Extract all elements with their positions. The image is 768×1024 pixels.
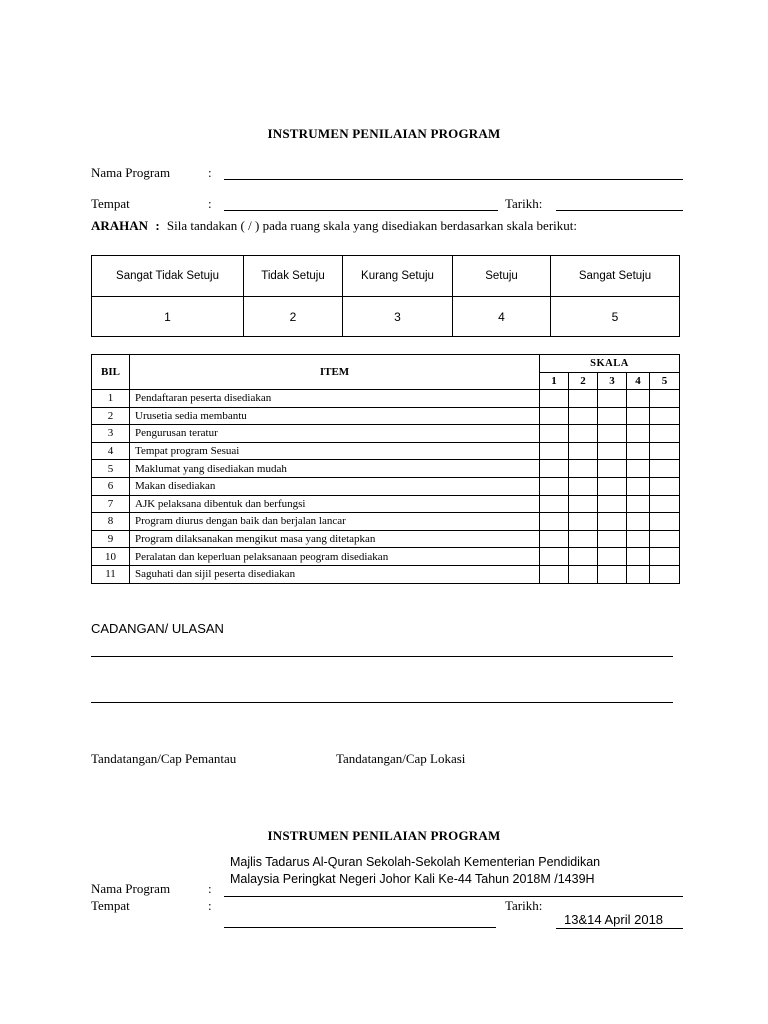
skala-checkbox-cell[interactable]	[540, 530, 569, 548]
item-text: Program diurus dengan baik dan berjalan lancar	[130, 513, 540, 531]
tarikh-field[interactable]	[556, 210, 683, 211]
skala-checkbox-cell[interactable]	[540, 548, 569, 566]
skala-checkbox-cell[interactable]	[650, 530, 680, 548]
skala-checkbox-cell[interactable]	[569, 425, 598, 443]
nama-program-colon: :	[208, 165, 212, 180]
scale-header: Tidak Setuju	[244, 256, 343, 297]
item-text: Program dilaksanakan mengikut masa yang ditetapkan	[130, 530, 540, 548]
skala-checkbox-cell[interactable]	[598, 390, 627, 408]
skala-checkbox-cell[interactable]	[540, 425, 569, 443]
skala-checkbox-cell[interactable]	[627, 390, 650, 408]
skala-col-header: 3	[598, 372, 627, 390]
arahan-colon: :	[155, 218, 160, 233]
program-name-line-1: Majlis Tadarus Al-Quran Sekolah-Sekolah Kementerian Pendidikan	[230, 855, 601, 869]
form2-nama-program-label: Nama Program	[91, 881, 171, 896]
item-bil: 1	[92, 390, 130, 408]
skala-col-header: 4	[627, 372, 650, 390]
skala-checkbox-cell[interactable]	[598, 477, 627, 495]
form2-tempat-label: Tempat	[91, 898, 130, 913]
scale-header: Kurang Setuju	[343, 256, 453, 297]
item-row	[92, 460, 680, 478]
skala-checkbox-cell[interactable]	[650, 513, 680, 531]
skala-checkbox-cell[interactable]	[540, 495, 569, 513]
item-bil: 6	[92, 477, 130, 495]
skala-checkbox-cell[interactable]	[569, 460, 598, 478]
skala-checkbox-cell[interactable]	[569, 390, 598, 408]
scale-legend-table	[91, 255, 680, 337]
item-bil: 3	[92, 425, 130, 443]
item-text: Saguhati dan sijil peserta disediakan	[130, 565, 540, 583]
comment-line-2[interactable]	[91, 702, 673, 703]
program-name-line-2: Malaysia Peringkat Negeri Johor Kali Ke-44 Tahun 2018M /1439H	[230, 872, 595, 886]
skala-checkbox-cell[interactable]	[598, 530, 627, 548]
skala-checkbox-cell[interactable]	[627, 477, 650, 495]
arahan-label: ARAHAN	[91, 218, 149, 233]
skala-checkbox-cell[interactable]	[650, 565, 680, 583]
skala-checkbox-cell[interactable]	[569, 548, 598, 566]
skala-checkbox-cell[interactable]	[569, 495, 598, 513]
item-bil: 4	[92, 442, 130, 460]
tempat-field[interactable]	[224, 210, 498, 211]
skala-checkbox-cell[interactable]	[627, 530, 650, 548]
tempat-label: Tempat	[91, 196, 130, 211]
skala-checkbox-cell[interactable]	[627, 495, 650, 513]
skala-checkbox-cell[interactable]	[569, 442, 598, 460]
scale-header: Sangat Tidak Setuju	[92, 256, 244, 297]
scale-value: 3	[343, 297, 453, 337]
skala-checkbox-cell[interactable]	[627, 513, 650, 531]
cadangan-ulasan-label: CADANGAN/ ULASAN	[91, 621, 224, 636]
skala-checkbox-cell[interactable]	[627, 565, 650, 583]
item-text: Peralatan dan keperluan pelaksanaan peogram disediakan	[130, 548, 540, 566]
form2-tarikh-field[interactable]	[556, 928, 683, 929]
skala-checkbox-cell[interactable]	[650, 407, 680, 425]
item-bil: 2	[92, 407, 130, 425]
skala-checkbox-cell[interactable]	[650, 495, 680, 513]
skala-checkbox-cell[interactable]	[540, 460, 569, 478]
item-row	[92, 495, 680, 513]
skala-checkbox-cell[interactable]	[650, 442, 680, 460]
item-bil: 7	[92, 495, 130, 513]
scale-header: Sangat Setuju	[551, 256, 680, 297]
program-name-value	[230, 854, 600, 888]
item-row	[92, 513, 680, 531]
skala-checkbox-cell[interactable]	[627, 442, 650, 460]
skala-checkbox-cell[interactable]	[598, 565, 627, 583]
item-row	[92, 425, 680, 443]
item-bil: 8	[92, 513, 130, 531]
item-text: AJK pelaksana dibentuk dan berfungsi	[130, 495, 540, 513]
arahan-instruction	[91, 218, 577, 234]
skala-checkbox-cell[interactable]	[540, 390, 569, 408]
item-row	[92, 477, 680, 495]
skala-checkbox-cell[interactable]	[650, 390, 680, 408]
skala-checkbox-cell[interactable]	[569, 530, 598, 548]
scale-value: 2	[244, 297, 343, 337]
bil-header: BIL	[92, 355, 130, 390]
skala-checkbox-cell[interactable]	[598, 548, 627, 566]
skala-col-header: 2	[569, 372, 598, 390]
skala-checkbox-cell[interactable]	[627, 407, 650, 425]
scale-value: 1	[92, 297, 244, 337]
item-text: Makan disediakan	[130, 477, 540, 495]
form1-title: INSTRUMEN PENILAIAN PROGRAM	[267, 126, 501, 141]
skala-checkbox-cell[interactable]	[598, 425, 627, 443]
skala-checkbox-cell[interactable]	[627, 460, 650, 478]
skala-checkbox-cell[interactable]	[650, 477, 680, 495]
nama-program-field[interactable]	[224, 179, 683, 180]
scale-header: Setuju	[453, 256, 551, 297]
item-text: Maklumat yang disediakan mudah	[130, 460, 540, 478]
tarikh-label: Tarikh:	[505, 196, 543, 211]
nama-program-label: Nama Program	[91, 165, 171, 180]
skala-checkbox-cell[interactable]	[540, 442, 569, 460]
skala-checkbox-cell[interactable]	[540, 477, 569, 495]
item-header: ITEM	[130, 355, 540, 390]
skala-checkbox-cell[interactable]	[598, 513, 627, 531]
item-text: Pendaftaran peserta disediakan	[130, 390, 540, 408]
item-row	[92, 548, 680, 566]
form2-tempat-colon: :	[208, 898, 212, 913]
skala-checkbox-cell[interactable]	[627, 425, 650, 443]
item-bil: 9	[92, 530, 130, 548]
form2-title: INSTRUMEN PENILAIAN PROGRAM	[267, 828, 501, 843]
item-row	[92, 442, 680, 460]
arahan-text: Sila tandakan ( / ) pada ruang skala yang disediakan berdasarkan skala berikut:	[166, 218, 577, 233]
comment-line-1[interactable]	[91, 656, 673, 657]
form2-date-value: 13&14 April 2018	[564, 912, 664, 927]
item-text: Tempat program Sesuai	[130, 442, 540, 460]
scale-value: 5	[551, 297, 680, 337]
form2-tempat-field[interactable]	[224, 927, 496, 928]
item-row	[92, 390, 680, 408]
item-row	[92, 407, 680, 425]
skala-col-header: 1	[540, 372, 569, 390]
skala-checkbox-cell[interactable]	[650, 548, 680, 566]
skala-checkbox-cell[interactable]	[569, 513, 598, 531]
skala-checkbox-cell[interactable]	[598, 495, 627, 513]
item-row	[92, 565, 680, 583]
form2-nama-program-colon: :	[208, 881, 212, 896]
item-bil: 10	[92, 548, 130, 566]
skala-header: SKALA	[540, 355, 680, 373]
item-bil: 5	[92, 460, 130, 478]
skala-checkbox-cell[interactable]	[650, 425, 680, 443]
skala-checkbox-cell[interactable]	[540, 407, 569, 425]
skala-checkbox-cell[interactable]	[540, 513, 569, 531]
form2-nama-program-field[interactable]	[224, 896, 683, 897]
scale-value: 4	[453, 297, 551, 337]
skala-checkbox-cell[interactable]	[540, 565, 569, 583]
skala-checkbox-cell[interactable]	[598, 407, 627, 425]
item-bil: 11	[92, 565, 130, 583]
skala-checkbox-cell[interactable]	[598, 460, 627, 478]
skala-checkbox-cell[interactable]	[569, 565, 598, 583]
form2-tarikh-label: Tarikh:	[505, 898, 543, 913]
skala-checkbox-cell[interactable]	[569, 477, 598, 495]
skala-checkbox-cell[interactable]	[569, 407, 598, 425]
signature-lokasi-label: Tandatangan/Cap Lokasi	[336, 751, 466, 766]
skala-checkbox-cell[interactable]	[650, 460, 680, 478]
tempat-colon: :	[208, 196, 212, 211]
evaluation-items-table	[91, 354, 680, 584]
item-row	[92, 530, 680, 548]
item-text: Urusetia sedia membantu	[130, 407, 540, 425]
skala-col-header: 5	[650, 372, 680, 390]
signature-pemantau-label: Tandatangan/Cap Pemantau	[91, 751, 237, 766]
skala-checkbox-cell[interactable]	[627, 548, 650, 566]
item-text: Pengurusan teratur	[130, 425, 540, 443]
skala-checkbox-cell[interactable]	[598, 442, 627, 460]
